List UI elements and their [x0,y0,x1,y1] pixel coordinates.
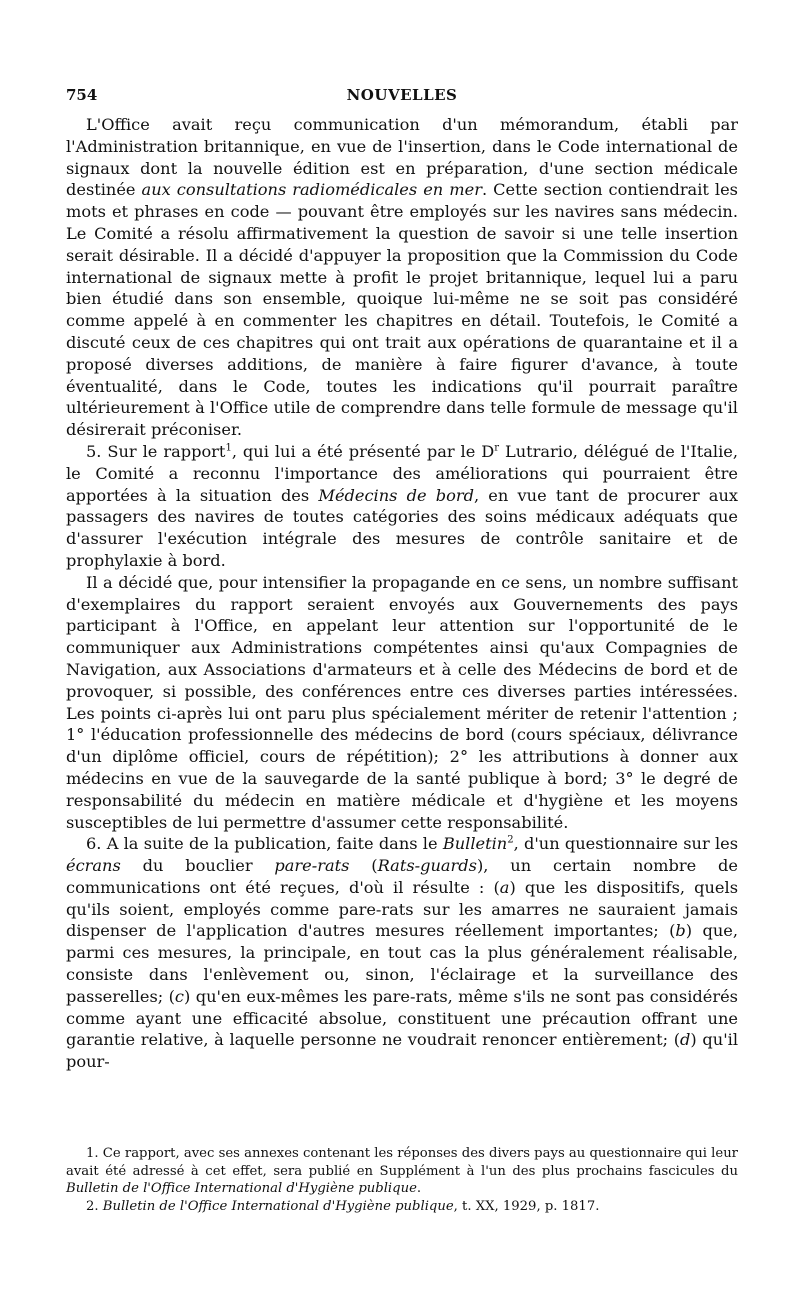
text-run: . Cette section contiendrait les mots et phrases en code — pouvant être employés sur les navires sans médecin. Le Comité a résolu affirmativement la question de savoir si une telle insertion serait désirable. Il a décidé d'appuyer la proposition que la Commission du Code international de signaux mette à profit le projet britannique, lequel lui a paru bien étudié dans son ensemble, quoique lui-même ne se soit pas considéré comme appelé à en commenter les chapitres en détail. Toutefois, le Comité a discuté ceux de ces chapitres qui ont trait aux opérations de quarantaine et il a proposé diverses additions, de manière à faire figurer d'avance, à toute éventualité, dans le Code, toutes les indications qu'il pourrait paraître ultérieurement à l'Office utile de comprendre dans telle formule de message qu'il désirerait préconiser. [66,180,738,440]
text-run: du bouclier [120,856,275,876]
text-run: . [416,1181,422,1196]
italic-text: Bulletin de l'Office International d'Hygiène publique [66,1181,417,1196]
text-run: 2. [86,1198,103,1214]
text-run: ( [349,856,378,876]
footnote-marker: r [494,442,500,454]
footnote-marker: 1 [225,442,232,454]
running-head: NOUVELLES [346,86,458,104]
text-run: , d'un questionnaire sur les [513,834,739,854]
text-run: ) qu'en eux-mêmes les pare-rats, même s'ils ne sont pas considérés comme ayant une efficacité absolue, constituent une précaution offrant une garantie relative, à laquelle personne ne voudrait renoncer entièrement; ( [66,986,738,1050]
italic-text: b [675,921,686,941]
italic-text: Médecins de bord [318,485,474,505]
page-number: 754 [66,86,98,104]
text-run: , en vue tant de procurer aux passagers des navires de toutes catégories des soins médicaux adéquats que d'assurer l'exécution intégrale des mesures de contrôle sanitaire et de prophylaxie à bord. [66,485,738,570]
paragraph-5-medecins-de-bord [66,441,738,572]
paragraph-6-pare-rats [66,833,738,1073]
text-run: , t. XX, 1929, p. 1817. [453,1198,600,1214]
paragraph-mémorandum [66,114,738,441]
italic-text: écrans [66,856,121,876]
italic-text: Bulletin de l'Office International d'Hygiène publique [102,1198,454,1214]
footnotes [66,1145,738,1215]
text-run: ) que, parmi ces mesures, la principale, en tout cas la plus généralement réalisable, consiste dans l'enlèvement ou, sinon, l'éclairage et la surveillance des passerelles; ( [66,921,738,1006]
text-run: ), un certain nombre de communications ont été reçues, d'où il résulte : ( [66,856,738,897]
footnote-2 [66,1198,738,1216]
text-run: 5. Sur le rapport [86,441,226,461]
text-run: Il a décidé que, pour intensifier la propagande en ce sens, un nombre suffisant d'exemplaires du rapport seraient envoyés aux Gouvernements des pays participant à l'Office, en appelant leur attention sur l'opportunité de le communiquer aux Administrations compétentes ainsi qu'aux Compagnies de Navigation, aux Associations d'armateurs et à celle des Médecins de bord et de provoquer, si possible, des conférences entre ces diverses parties intéressées. Les points ci-après lui ont paru plus spécialement mériter de retenir l'attention ; 1° l'éducation professionnelle des médecins de bord (cours spéciaux, délivrance d'un diplôme officiel, cours de répétition); 2° les attributions à donner aux médecins en vue de la sauvegarde de la santé publique à bord; 3° le degré de responsabilité du médecin en matière médicale et d'hygiène et les moyens susceptibles de lui permettre d'assumer cette responsabilité. [66,572,738,832]
text-run: ) que les dispositifs, quels qu'ils soient, employés comme pare-rats sur les amarres ne sauraient jamais dispenser de l'application d'autres mesures réellement importantes; ( [66,877,739,941]
text-run: ) qu'il pour- [66,1030,738,1072]
text-run: L'Office avait reçu communication d'un mémorandum, établi par l'Administration britannique, en vue de l'insertion, dans le Code international de signaux dont la nouvelle édition est en préparation, d'une section médicale destinée [66,115,738,200]
body-text [66,114,738,1073]
page-header [66,82,738,112]
italic-text: c [174,986,184,1006]
italic-text: aux consultations radiomédicales en mer [141,180,482,200]
italic-text: a [499,877,510,897]
text-run: 6. A la suite de la publication, faite dans le [86,834,443,854]
text-run: 1. Ce rapport, avec ses annexes contenant les réponses des divers pays au questionnaire qui leur avait été adressé à cet effet, sera publié en Supplément à l'un des plus prochains fascicules du [66,1146,738,1179]
italic-text: Bulletin [442,834,508,854]
page [66,82,739,1214]
paragraph-propagande [66,572,738,834]
footnote-marker: 2 [507,834,514,846]
italic-text: Rats-guards [377,856,477,876]
footnote-1 [66,1145,738,1198]
text-run: Lutrario, délégué de l'Italie, le Comité a reconnu l'importance des améliorations qui pourraient être apportées à la situation des [66,441,738,505]
text-run: , qui lui a été présenté par le D [231,441,495,461]
italic-text: d [680,1030,691,1050]
italic-text: pare-rats [274,856,350,876]
